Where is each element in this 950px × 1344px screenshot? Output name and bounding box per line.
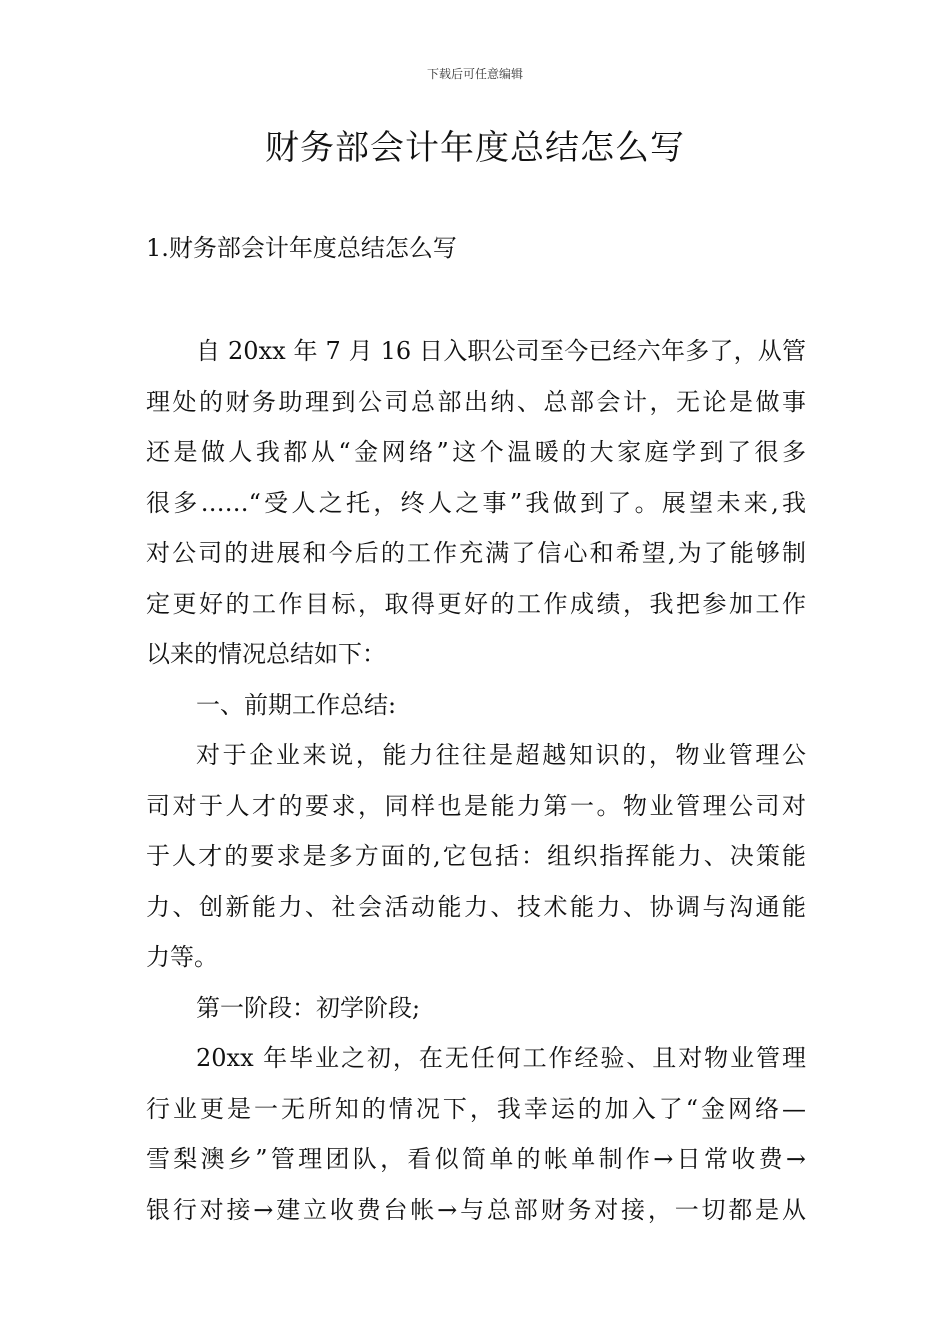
- text-line: 力等。: [146, 943, 218, 971]
- text-line: 行业更是一无所知的情况下，我幸运的加入了“金网络—: [146, 1094, 806, 1123]
- text-line: 以来的情况总结如下：: [146, 640, 386, 668]
- text-line: 银行对接→建立收费台帐→与总部财务对接，一切都是从: [146, 1195, 806, 1224]
- paragraph: [146, 983, 806, 1034]
- text-line: 理处的财务助理到公司总部出纳、总部会计，无论是做事: [146, 387, 806, 416]
- text-line: 雪梨澳乡”管理团队，看似简单的帐单制作→日常收费→: [146, 1145, 806, 1173]
- paragraph: [146, 730, 806, 983]
- text-line: 力、创新能力、社会活动能力、技术能力、协调与沟通能: [146, 892, 806, 921]
- text-line: 对公司的进展和今后的工作充满了信心和希望,为了能够制: [146, 539, 806, 567]
- paragraph: [146, 680, 806, 731]
- header-note: 下载后可任意编辑: [426, 67, 523, 81]
- text-line: 还是做人我都从“金网络”这个温暖的大家庭学到了很多: [146, 438, 806, 466]
- paragraph: [146, 326, 806, 680]
- subheading-line: 一、前期工作总结:: [196, 690, 397, 719]
- section-heading: 1.财务部会计年度总结怎么写: [146, 234, 457, 262]
- text-line: 司对于人才的要求，同样也是能力第一。物业管理公司对: [146, 791, 806, 820]
- text-line: 对于企业来说，能力往往是超越知识的，物业管理公: [196, 741, 806, 769]
- document-body: [146, 326, 806, 1235]
- text-line: 于人才的要求是多方面的,它包括：组织指挥能力、决策能: [146, 842, 806, 870]
- text-line: 很多……“受人之托，终人之事”我做到了。展望未来,我: [146, 488, 806, 517]
- subheading-line: 第一阶段：初学阶段;: [196, 993, 421, 1022]
- document-title: 财务部会计年度总结怎么写: [265, 128, 685, 168]
- text-line: 20xx 年毕业之初，在无任何工作经验、且对物业管理: [196, 1044, 806, 1072]
- paragraph: [146, 1033, 806, 1235]
- text-line: 定更好的工作目标，取得更好的工作成绩，我把参加工作: [146, 589, 806, 618]
- text-line: 自 20xx 年 7 月 16 日入职公司至今已经六年多了，从管: [196, 337, 806, 365]
